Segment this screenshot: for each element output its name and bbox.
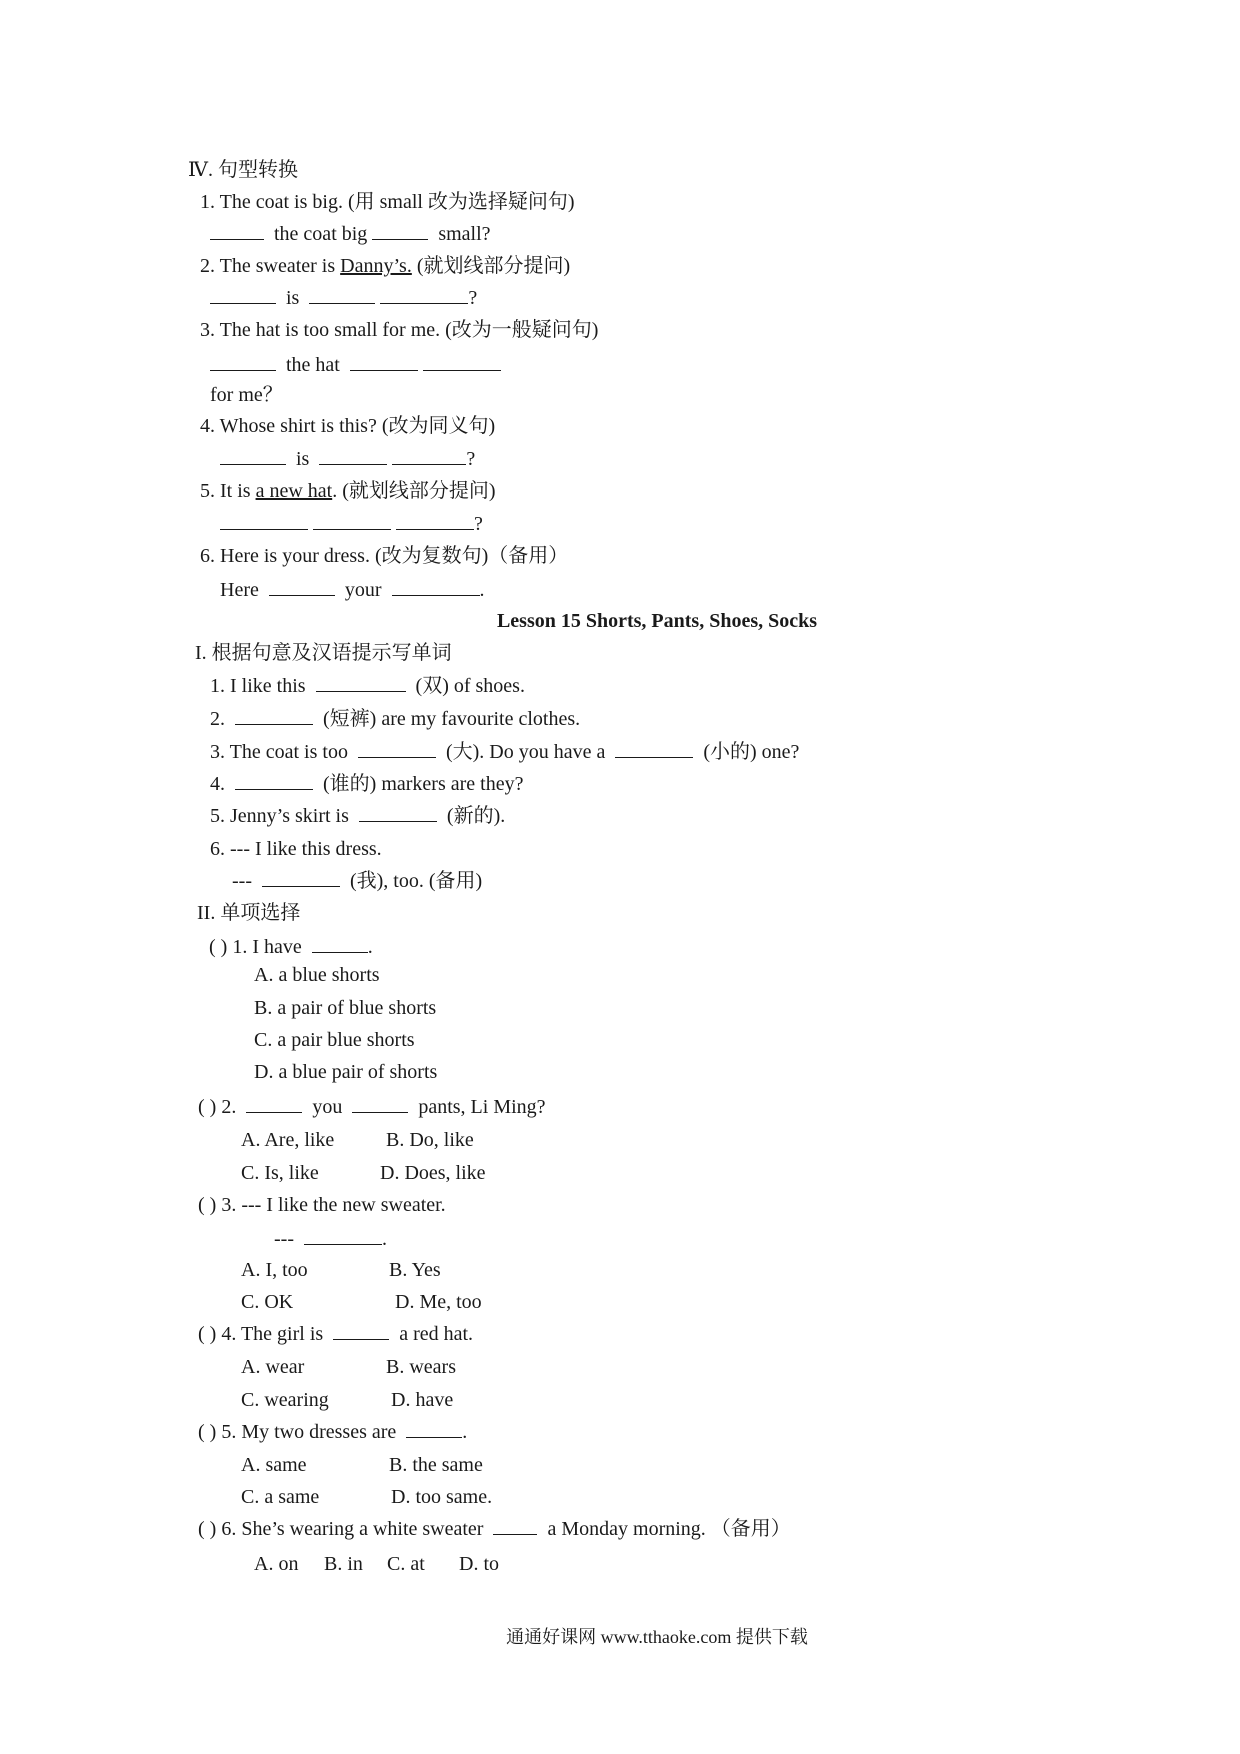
answer-blank[interactable] xyxy=(235,706,313,725)
s4-q3-stem: 3. The hat is too small for me. (改为一般疑问句) xyxy=(200,319,599,341)
p2-q3-option-d[interactable]: D. Me, too xyxy=(395,1291,482,1313)
answer-blank[interactable] xyxy=(423,352,501,371)
p2-q5-option-d[interactable]: D. too same. xyxy=(391,1486,493,1508)
answer-blank[interactable] xyxy=(350,352,418,371)
p2-q2-option-d[interactable]: D. Does, like xyxy=(380,1162,486,1184)
p2-q4-option-a[interactable]: A. wear xyxy=(241,1356,305,1378)
answer-blank[interactable] xyxy=(312,934,368,953)
underlined-phrase: Danny’s. xyxy=(340,255,412,277)
answer-paren[interactable]: ( ) xyxy=(198,1194,217,1216)
underlined-phrase: a new hat xyxy=(255,480,333,502)
answer-blank[interactable] xyxy=(493,1516,537,1535)
p2-q3-option-c[interactable]: C. OK xyxy=(241,1291,294,1313)
answer-blank[interactable] xyxy=(235,771,313,790)
answer-paren[interactable]: ( ) xyxy=(209,936,228,958)
answer-blank[interactable] xyxy=(269,577,335,596)
p2-q1-option-d[interactable]: D. a blue pair of shorts xyxy=(254,1061,438,1083)
answer-blank[interactable] xyxy=(262,868,340,887)
p1-q5: 5. Jenny’s skirt is (新的). xyxy=(210,805,506,827)
p1-q6-line1: 6. --- I like this dress. xyxy=(210,838,382,860)
p2-q5-option-c[interactable]: C. a same xyxy=(241,1486,320,1508)
answer-blank[interactable] xyxy=(210,221,264,240)
p2-q3-reply: --- . xyxy=(274,1228,387,1250)
answer-blank[interactable] xyxy=(372,221,428,240)
p2-q6-stem: ( ) 6. She’s wearing a white sweater a Monday morning. （备用） xyxy=(198,1518,791,1540)
answer-blank[interactable] xyxy=(309,285,375,304)
p2-q5-stem: ( ) 5. My two dresses are . xyxy=(198,1421,468,1443)
p2-q1-option-a[interactable]: A. a blue shorts xyxy=(254,964,380,986)
p2-q2-stem: ( ) 2. you pants, Li Ming? xyxy=(198,1096,546,1118)
answer-blank[interactable] xyxy=(359,803,437,822)
answer-paren[interactable]: ( ) xyxy=(198,1421,217,1443)
s4-q6-stem: 6. Here is your dress. (改为复数句)（备用） xyxy=(200,545,569,567)
answer-blank[interactable] xyxy=(220,446,286,465)
answer-paren[interactable]: ( ) xyxy=(198,1096,217,1118)
answer-blank[interactable] xyxy=(304,1226,382,1245)
s4-q1-stem: 1. The coat is big. (用 small 改为选择疑问句) xyxy=(200,191,575,213)
s4-q3-answer: the hat xyxy=(210,352,501,378)
p2-q5-option-b[interactable]: B. the same xyxy=(389,1454,483,1476)
answer-blank[interactable] xyxy=(406,1419,462,1438)
answer-blank[interactable] xyxy=(210,285,276,304)
answer-blank[interactable] xyxy=(333,1321,389,1340)
answer-paren[interactable]: ( ) xyxy=(198,1323,217,1345)
p1-q4: 4. (谁的) markers are they? xyxy=(210,773,524,795)
s4-q4-stem: 4. Whose shirt is this? (改为同义句) xyxy=(200,415,496,437)
p2-q1-option-b[interactable]: B. a pair of blue shorts xyxy=(254,997,437,1019)
p2-q4-option-d[interactable]: D. have xyxy=(391,1389,454,1411)
p1-q1: 1. I like this (双) of shoes. xyxy=(210,675,525,697)
p2-q3-option-a[interactable]: A. I, too xyxy=(241,1259,308,1281)
p2-q2-option-a[interactable]: A. Are, like xyxy=(241,1129,335,1151)
answer-blank[interactable] xyxy=(358,739,436,758)
p2-q4-stem: ( ) 4. The girl is a red hat. xyxy=(198,1323,474,1345)
part-2-heading: II. 单项选择 xyxy=(197,902,301,924)
p1-q2: 2. (短裤) are my favourite clothes. xyxy=(210,708,581,730)
p2-q3-option-b[interactable]: B. Yes xyxy=(389,1259,441,1281)
p2-q4-option-b[interactable]: B. wears xyxy=(386,1356,456,1378)
p2-q6-option-c[interactable]: C. at xyxy=(387,1553,425,1575)
s4-q5-stem: 5. It is a new hat. (就划线部分提问) xyxy=(200,480,496,502)
answer-blank[interactable] xyxy=(352,1094,408,1113)
section-4-heading: Ⅳ. 句型转换 xyxy=(188,159,298,181)
p1-q3: 3. The coat is too (大). Do you have a (小的) one? xyxy=(210,741,800,763)
p2-q1-option-c[interactable]: C. a pair blue shorts xyxy=(254,1029,415,1051)
answer-blank[interactable] xyxy=(220,511,308,530)
answer-blank[interactable] xyxy=(246,1094,302,1113)
p2-q6-option-b[interactable]: B. in xyxy=(324,1553,363,1575)
answer-paren[interactable]: ( ) xyxy=(198,1518,217,1540)
answer-blank[interactable] xyxy=(392,577,480,596)
answer-blank[interactable] xyxy=(380,285,468,304)
answer-blank[interactable] xyxy=(316,673,406,692)
lesson-title: Lesson 15 Shorts, Pants, Shoes, Socks xyxy=(496,610,818,632)
s4-q2-answer: is ? xyxy=(210,285,477,311)
p2-q6-option-d[interactable]: D. to xyxy=(459,1553,499,1575)
p2-q2-option-c[interactable]: C. Is, like xyxy=(241,1162,319,1184)
p2-q3-stem: ( ) 3. --- I like the new sweater. xyxy=(198,1194,446,1216)
answer-blank[interactable] xyxy=(392,446,466,465)
part-1-heading: I. 根据句意及汉语提示写单词 xyxy=(195,642,452,664)
p2-q2-option-b[interactable]: B. Do, like xyxy=(386,1129,474,1151)
s4-q4-answer: is ? xyxy=(220,446,475,472)
s4-q3-continuation: for me？ xyxy=(210,384,283,406)
p2-q1-stem: ( ) 1. I have . xyxy=(209,936,373,958)
s4-q1-answer: the coat big small? xyxy=(210,221,491,247)
answer-blank[interactable] xyxy=(319,446,387,465)
p2-q4-option-c[interactable]: C. wearing xyxy=(241,1389,329,1411)
s4-q5-answer: ? xyxy=(220,511,483,537)
answer-blank[interactable] xyxy=(313,511,391,530)
answer-blank[interactable] xyxy=(210,352,276,371)
answer-blank[interactable] xyxy=(615,739,693,758)
p1-q6-line2: --- (我), too. (备用) xyxy=(232,870,483,892)
s4-q2-stem: 2. The sweater is Danny’s. (就划线部分提问) xyxy=(200,255,571,277)
p2-q5-option-a[interactable]: A. same xyxy=(241,1454,307,1476)
footer-credit: 通通好课网 www.tthaoke.com 提供下载 xyxy=(506,1627,808,1647)
answer-blank[interactable] xyxy=(396,511,474,530)
s4-q6-answer: Here your . xyxy=(220,579,485,601)
p2-q6-option-a[interactable]: A. on xyxy=(254,1553,299,1575)
